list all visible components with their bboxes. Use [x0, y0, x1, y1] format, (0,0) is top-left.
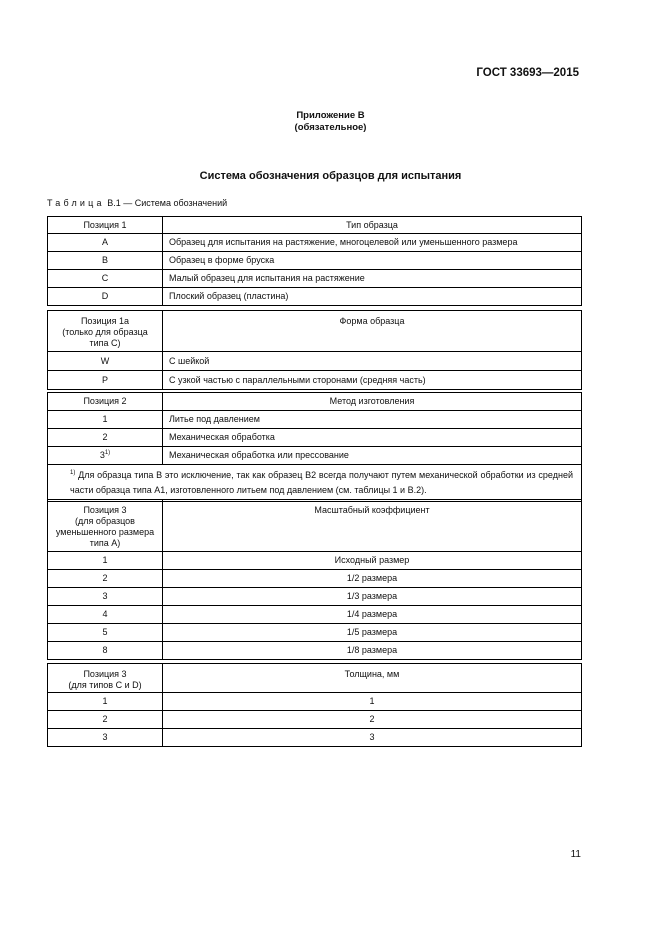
caption-rest: В.1 — Система обозначений [104, 198, 228, 208]
value-cell: 1/4 размера [163, 606, 582, 624]
appendix-title: Приложение В [296, 110, 365, 121]
table-position-1a [47, 310, 582, 390]
value-cell: 1/5 размера [163, 624, 582, 642]
table-row [48, 371, 582, 390]
footnote-cell [48, 465, 582, 502]
code-cell: 3 [48, 588, 163, 606]
code-cell: 1 [48, 552, 163, 570]
page-number: 11 [570, 849, 581, 860]
value-cell: 1/8 размера [163, 642, 582, 660]
footnote-marker: 1) [104, 450, 111, 456]
header-cell: Позиция 3 (для типов С и D) [48, 664, 163, 693]
header-cell: Тип образца [163, 217, 582, 234]
header-cell: Метод изготовления [163, 393, 582, 411]
appendix-heading [0, 110, 661, 134]
table-position-2 [47, 392, 582, 502]
code-cell: 2 [48, 570, 163, 588]
code-cell: C [48, 270, 163, 288]
desc-cell: С узкой частью с параллельными сторонами (средняя часть) [163, 371, 582, 390]
desc-cell: Образец в форме бруска [163, 252, 582, 270]
code-cell [48, 447, 163, 465]
table-row [48, 693, 582, 711]
code-cell: 5 [48, 624, 163, 642]
header-cell: Позиция 1а (только для образца типа С) [48, 311, 163, 352]
header-cell: Позиция 3 (для образцов уменьшенного размера типа А) [48, 500, 163, 552]
header-cell: Позиция 2 [48, 393, 163, 411]
header-cell: Позиция 1 [48, 217, 163, 234]
code-cell: 8 [48, 642, 163, 660]
table-row [48, 234, 582, 252]
footnote-marker: 1) [70, 470, 76, 476]
code-value: 3 [99, 450, 105, 460]
header-cell: Форма образца [163, 311, 582, 352]
table-row [48, 429, 582, 447]
table-header-row [48, 217, 582, 234]
document-header: ГОСТ 33693—2015 [476, 67, 579, 79]
desc-cell: Механическая обработка [163, 429, 582, 447]
desc-cell: Плоский образец (пластина) [163, 288, 582, 306]
value-cell: 1/2 размера [163, 570, 582, 588]
table-row [48, 624, 582, 642]
value-cell: 3 [163, 729, 582, 747]
code-cell: B [48, 252, 163, 270]
table-row [48, 588, 582, 606]
desc-cell: Литье под давлением [163, 411, 582, 429]
table-row [48, 606, 582, 624]
code-cell: 1 [48, 411, 163, 429]
table-row [48, 570, 582, 588]
desc-cell: С шейкой [163, 352, 582, 371]
table-row [48, 270, 582, 288]
code-cell: A [48, 234, 163, 252]
footnote-text: Для образца типа В это исключение, так как образец В2 всегда получают путем механической обработки из средней части образца типа А1, изготовленного литьем под давлением (см. таблицы 1 и В.2). [70, 470, 573, 495]
code-cell: 2 [48, 429, 163, 447]
table-position-3-thickness [47, 663, 582, 747]
table-header-row [48, 393, 582, 411]
value-cell: 2 [163, 711, 582, 729]
table-row [48, 252, 582, 270]
table-row [48, 411, 582, 429]
code-cell: W [48, 352, 163, 371]
table-row [48, 642, 582, 660]
code-cell: 3 [48, 729, 163, 747]
table-row [48, 711, 582, 729]
desc-cell: Образец для испытания на растяжение, многоцелевой или уменьшенного размера [163, 234, 582, 252]
section-title: Система обозначения образцов для испытания [199, 170, 462, 182]
code-cell: P [48, 371, 163, 390]
header-cell: Масштабный коэффициент [163, 500, 582, 552]
value-cell: 1 [163, 693, 582, 711]
table-row [48, 729, 582, 747]
desc-cell: Механическая обработка или прессование [163, 447, 582, 465]
table-caption [47, 198, 227, 208]
desc-cell: Малый образец для испытания на растяжение [163, 270, 582, 288]
table-row [48, 447, 582, 465]
table-header-row [48, 500, 582, 552]
code-cell: 4 [48, 606, 163, 624]
code-cell: D [48, 288, 163, 306]
code-cell: 2 [48, 711, 163, 729]
footnote-row [48, 465, 582, 502]
table-position-3-scale [47, 499, 582, 660]
header-cell: Толщина, мм [163, 664, 582, 693]
appendix-status: (обязательное) [294, 122, 367, 133]
table-row [48, 552, 582, 570]
table-row [48, 288, 582, 306]
caption-prefix: Таблица [47, 198, 105, 208]
table-header-row [48, 664, 582, 693]
value-cell: Исходный размер [163, 552, 582, 570]
value-cell: 1/3 размера [163, 588, 582, 606]
table-row [48, 352, 582, 371]
table-position-1 [47, 216, 582, 306]
table-header-row [48, 311, 582, 352]
code-cell: 1 [48, 693, 163, 711]
